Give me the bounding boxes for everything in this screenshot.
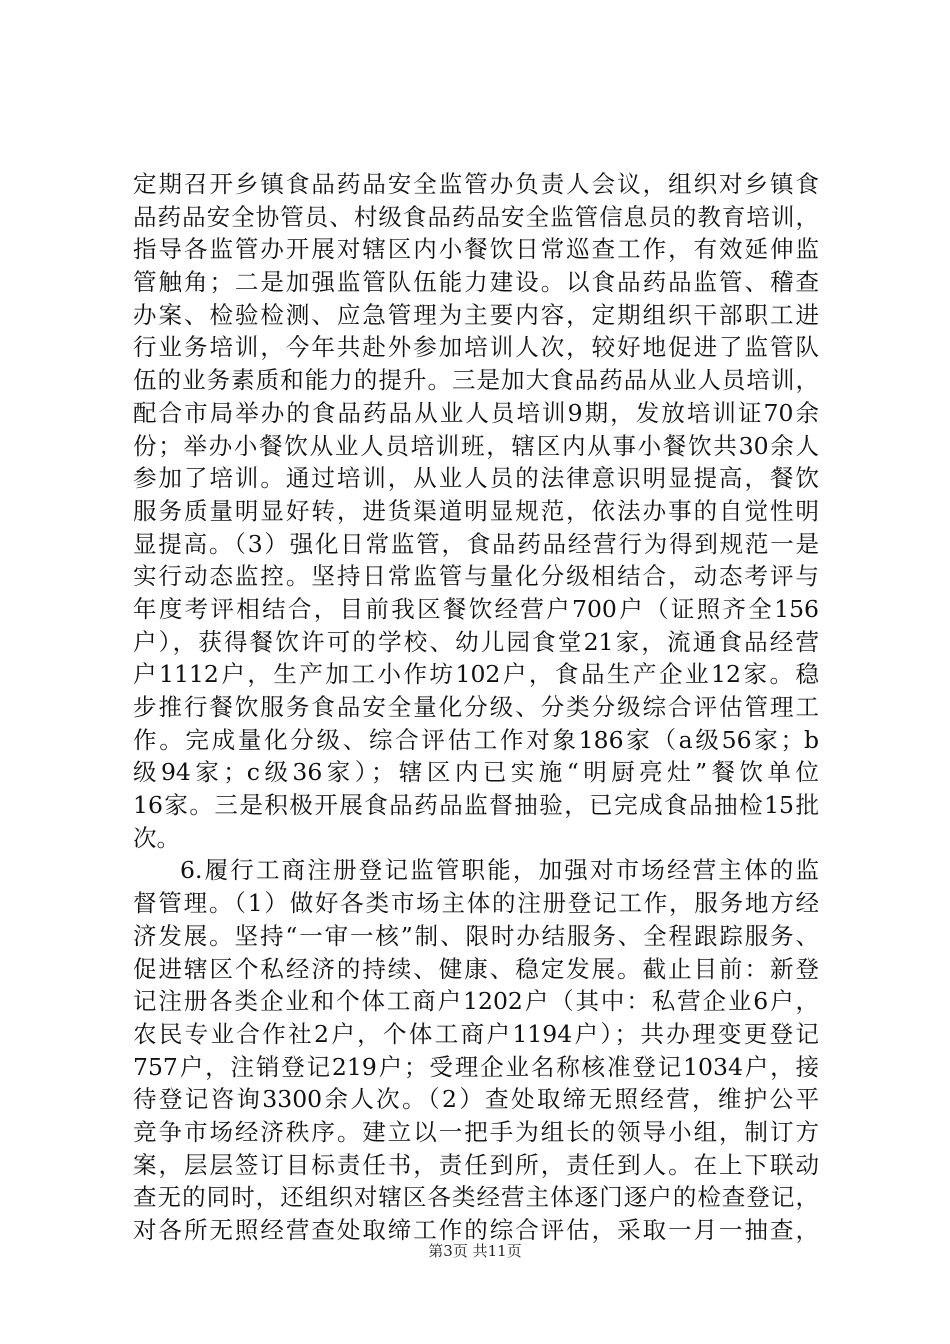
text-line: 户1112户，生产加工小作坊102户，食品生产企业12家。稳 <box>133 660 819 689</box>
text-line: 对各所无照经营查处取缔工作的综合评估，采取一月一抽查， <box>133 1216 819 1244</box>
text-line: 案，层层签订目标责任书，责任到所，责任到人。在上下联动 <box>133 1150 819 1179</box>
text-line: 参加了培训。通过培训，从业人员的法律意识明显提高，餐饮 <box>133 464 819 493</box>
text-line: 作。完成量化分级、综合评估工作对象186家（a级56家；b <box>133 725 819 754</box>
text-line: 竞争市场经济秩序。建立以一把手为组长的领导小组，制订方 <box>133 1117 819 1146</box>
text-line: 促进辖区个私经济的持续、健康、稳定发展。截止目前：新登 <box>133 954 819 983</box>
text-line: 农民专业合作社2户，个体工商户1194户）；共办理变更登记 <box>133 1019 819 1048</box>
text-line: 次。 <box>133 823 180 852</box>
text-line: 户），获得餐饮许可的学校、幼儿园食堂21家，流通食品经营 <box>133 627 819 656</box>
text-line: 级94家；c级36家）；辖区内已实施“明厨亮灶”餐饮单位 <box>133 758 819 787</box>
paragraph-start-line: 6.履行工商注册登记监管职能，加强对市场经营主体的监 <box>180 856 819 885</box>
text-line: 配合市局举办的食品药品从业人员培训9期，发放培训证70余 <box>133 398 819 427</box>
text-line: 服务质量明显好转，进货渠道明显规范，依法办事的自觉性明 <box>133 496 819 525</box>
text-line: 记注册各类企业和个体工商户1202户（其中：私营企业6户， <box>133 987 819 1016</box>
text-line: 伍的业务素质和能力的提升。三是加大食品药品从业人员培训， <box>133 366 819 395</box>
text-line: 实行动态监控。坚持日常监管与量化分级相结合，动态考评与 <box>133 562 819 591</box>
text-line: 定期召开乡镇食品药品安全监管办负责人会议，组织对乡镇食 <box>133 170 819 198</box>
text-line: 行业务培训，今年共赴外参加培训人次，较好地促进了监管队 <box>133 333 819 362</box>
text-line: 办案、检验检测、应急管理为主要内容，定期组织干部职工进 <box>133 300 819 329</box>
text-line: 济发展。坚持“一审一核”制、限时办结服务、全程跟踪服务、 <box>133 921 819 950</box>
text-line: 年度考评相结合，目前我区餐饮经营户700户（证照齐全156 <box>133 594 819 623</box>
text-line: 督管理。（1）做好各类市场主体的注册登记工作，服务地方经 <box>133 889 819 918</box>
text-line: 管触角；二是加强监管队伍能力建设。以食品药品监管、稽查 <box>133 268 819 297</box>
text-line: 待登记咨询3300余人次。（2）查处取缔无照经营，维护公平 <box>133 1085 819 1114</box>
text-line: 757户，注销登记219户；受理企业名称核准登记1034户，接 <box>133 1052 819 1081</box>
page-number-footer: 第3页 共11页 <box>428 1242 522 1260</box>
text-line: 16家。三是积极开展食品药品监督抽验，已完成食品抽检15批 <box>133 791 819 820</box>
text-line: 指导各监管办开展对辖区内小餐饮日常巡查工作，有效延伸监 <box>133 235 819 264</box>
text-line: 显提高。（3）强化日常监管，食品药品经营行为得到规范一是 <box>133 529 819 558</box>
text-line: 品药品安全协管员、村级食品药品安全监管信息员的教育培训， <box>133 202 819 231</box>
body-text <box>133 168 819 1247</box>
text-line: 查无的同时，还组织对辖区各类经营主体逐门逐户的检查登记， <box>133 1183 819 1212</box>
text-line: 步推行餐饮服务食品安全量化分级、分类分级综合评估管理工 <box>133 693 819 721</box>
text-line: 份；举办小餐饮从业人员培训班，辖区内从事小餐饮共30余人 <box>133 431 819 460</box>
